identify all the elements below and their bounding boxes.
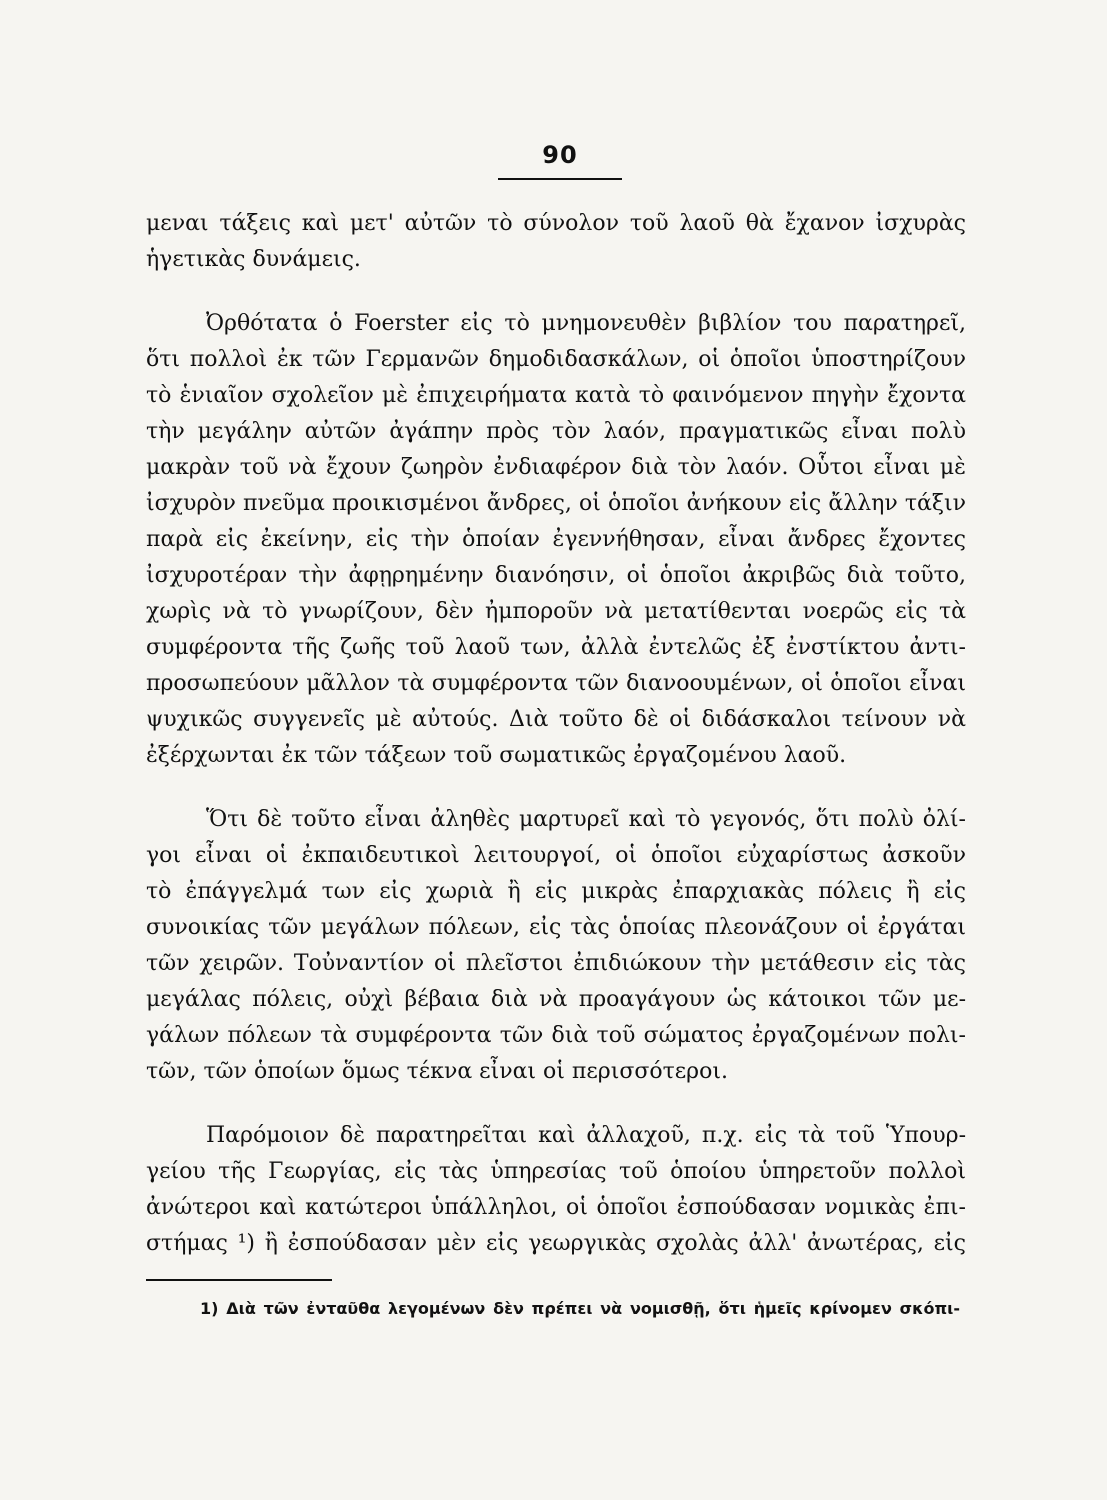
text-line: γοι εἶναι οἱ ἐκπαιδευτικοὶ λειτουργοί, οἱ ὁποῖοι εὐχαρίστως ἀσκοῦν [146, 843, 966, 868]
text-line: Ὀρθότατα ὁ Foerster εἰς τὸ μνημονευθὲν βιβλίον του παρατηρεῖ, [206, 311, 966, 336]
text-line: στήμας ¹) ἢ ἐσπούδασαν μὲν εἰς γεωργικὰς σχολὰς ἀλλ' ἀνωτέρας, εἰς [146, 1231, 966, 1256]
text-line: τὸ ἑνιαῖον σχολεῖον μὲ ἐπιχειρήματα κατὰ τὸ φαινόμενον πηγὴν ἔχοντα [146, 383, 966, 408]
text-line: γάλων πόλεων τὰ συμφέροντα τῶν διὰ τοῦ σώματος ἐργαζομένων πολι- [146, 1023, 966, 1048]
page-number-rule [498, 178, 622, 180]
text-line: συμφέροντα τῆς ζωῆς τοῦ λαοῦ των, ἀλλὰ ἐντελῶς ἐξ ἐνστίκτου ἀντι- [146, 635, 966, 660]
text-line: μακρὰν τοῦ νὰ ἔχουν ζωηρὸν ἐνδιαφέρον διὰ τὸν λαόν. Οὗτοι εἶναι μὲ [146, 455, 966, 480]
text-line: συνοικίας τῶν μεγάλων πόλεων, εἰς τὰς ὁποίας πλεονάζουν οἱ ἐργάται [146, 915, 966, 940]
footnote-rule [146, 1279, 332, 1281]
text-line: τὴν μεγάλην αὐτῶν ἀγάπην πρὸς τὸν λαόν, πραγματικῶς εἶναι πολὺ [146, 419, 966, 444]
text-line: προσωπεύουν μᾶλλον τὰ συμφέροντα τῶν διανοουμένων, οἱ ὁποῖοι εἶναι [146, 671, 966, 696]
text-line: χωρὶς νὰ τὸ γνωρίζουν, δὲν ἠμποροῦν νὰ μετατίθενται νοερῶς εἰς τὰ [146, 599, 966, 624]
paragraph-foerster [146, 306, 966, 774]
text-line: τὸ ἐπάγγελμά των εἰς χωριὰ ἢ εἰς μικρὰς ἐπαρχιακὰς πόλεις ἢ εἰς [146, 879, 966, 904]
text-line: ὅτι πολλοὶ ἐκ τῶν Γερμανῶν δημοδιδασκάλων, οἱ ὁποῖοι ὑποστηρίζουν [146, 347, 966, 372]
text-line: ψυχικῶς συγγενεῖς μὲ αὐτούς. Διὰ τοῦτο δὲ οἱ διδάσκαλοι τείνουν νὰ [146, 707, 966, 732]
text-line: Παρόμοιον δὲ παρατηρεῖται καὶ ἀλλαχοῦ, π.χ. εἰς τὰ τοῦ Ὑπουρ- [206, 1123, 966, 1148]
text-line: ἰσχυροτέραν τὴν ἀφῃρημένην διανόησιν, οἱ ὁποῖοι ἀκριβῶς διὰ τοῦτο, [146, 563, 966, 588]
text-line: Ὅτι δὲ τοῦτο εἶναι ἀληθὲς μαρτυρεῖ καὶ τὸ γεγονός, ὅτι πολὺ ὀλί- [206, 807, 966, 832]
text-line: ἰσχυρὸν πνεῦμα προικισμένοι ἄνδρες, οἱ ὁποῖοι ἀνήκουν εἰς ἄλλην τάξιν [146, 491, 966, 516]
text-line: τῶν χειρῶν. Τοὐναντίον οἱ πλεῖστοι ἐπιδιώκουν τὴν μετάθεσιν εἰς τὰς [146, 951, 966, 976]
footnote: 1) Διὰ τῶν ἐνταῦθα λεγομένων δὲν πρέπει νὰ νομισθῇ, ὅτι ἡμεῖς κρίνομεν σκόπι- [200, 1299, 960, 1318]
text-line: μεγάλας πόλεις, οὐχὶ βέβαια διὰ νὰ προαγάγουν ὡς κάτοικοι τῶν με- [146, 987, 966, 1012]
paragraph-teachers [146, 802, 966, 1090]
paragraph-ministry [146, 1118, 966, 1262]
paragraph-continuation [146, 206, 966, 278]
text-line: γείου τῆς Γεωργίας, εἰς τὰς ὑπηρεσίας τοῦ ὁποίου ὑπηρετοῦν πολλοὶ [146, 1159, 966, 1184]
text-line: ἐξέρχωνται ἐκ τῶν τάξεων τοῦ σωματικῶς ἐργαζομένου λαοῦ. [146, 743, 847, 768]
text-line: ἡγετικὰς δυνάμεις. [146, 247, 361, 272]
text-line: μεναι τάξεις καὶ μετ' αὐτῶν τὸ σύνολον τοῦ λαοῦ θὰ ἔχανον ἰσχυρὰς [146, 211, 966, 236]
text-line: ἀνώτεροι καὶ κατώτεροι ὑπάλληλοι, οἱ ὁποῖοι ἐσπούδασαν νομικὰς ἐπι- [146, 1195, 966, 1220]
text-line: παρὰ εἰς ἐκείνην, εἰς τὴν ὁποίαν ἐγεννήθησαν, εἶναι ἄνδρες ἔχοντες [146, 527, 966, 552]
page-number: 90 [542, 141, 578, 169]
text-line: τῶν, τῶν ὁποίων ὅμως τέκνα εἶναι οἱ περισσότεροι. [146, 1059, 728, 1084]
